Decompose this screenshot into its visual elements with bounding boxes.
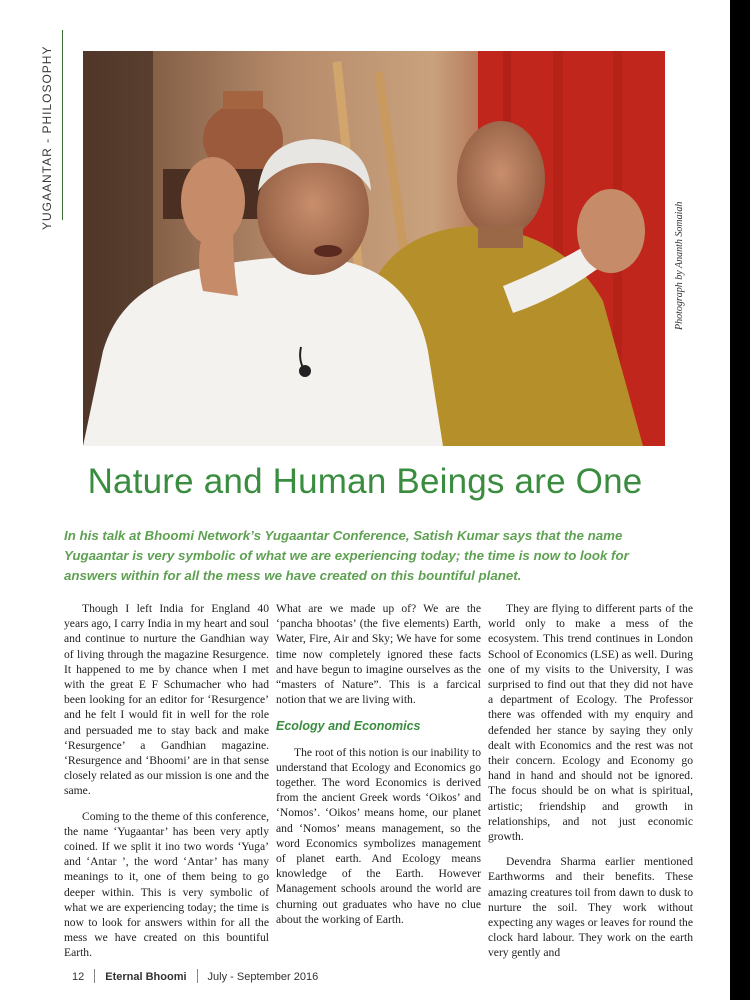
- paragraph: What are we made up of? We are the ‘pancha bhootas’ (the five elements) Earth, Water, Fire, Air and Sky; We have for some time now completely ignored these facts and have begun to imagine ourselves as the “masters of Nature”. This is a farcical notion that we are living with.: [276, 602, 481, 707]
- body-column-2: [276, 601, 481, 937]
- article-title: Nature and Human Beings are One: [87, 462, 643, 501]
- section-label: YUGAANTAR - PHILOSOPHY: [40, 45, 54, 230]
- page-number: 12: [72, 971, 85, 983]
- photo-credit: Photograph by Ananth Somaiah: [674, 201, 685, 330]
- paragraph: Though I left India for England 40 years ago, I carry India in my heart and soul and continue to nurture the Gandhian way of living through the magazine Resurgence. It happened to me by chance when I met with the great E F Schumacher who had been looking for an editor for ‘Resurgence’ and he felt I would fit in well for the role and persuaded me to stay back and make ‘Resurgence’ a Gandhian magazine. ‘Resurgence and ‘Bhoomi’ are in that sense closely related as our mission is one and the same.: [64, 602, 269, 798]
- footer-divider: [94, 969, 95, 983]
- page-edge: [730, 0, 750, 1000]
- body-column-3: [488, 601, 693, 971]
- paragraph: Coming to the theme of this conference, the name ‘Yugaantar’ has been very aptly coined. If we split it ino two words ‘Yuga’ and ‘Antar ’, the word ‘Antar’ has many meanings to it, one of them being to go deeper within. This is very symbolic of what we are experiencing today; the time is now to look for answers within for all the mess we have created on this bountiful Earth.: [64, 809, 269, 960]
- paragraph: Devendra Sharma earlier mentioned Earthworms and their benefits. These amazing creatures toil from dawn to dusk to nurture the soil. They work without expecting any wages or leaves for round the clock hard labour. They work on the earth very gently and: [488, 855, 693, 960]
- body-column-1: [64, 601, 269, 971]
- article-photo: [83, 51, 665, 446]
- publication-name: Eternal Bhoomi: [105, 971, 187, 983]
- section-divider-line: [62, 30, 63, 220]
- section-label-block: [40, 30, 70, 230]
- paragraph: They are flying to different parts of the world only to make a mess of the ecosystem. This trend continues in London School of Economics (LSE) as well. During one of my visits to the University, I was surprised to find out that they did not have a department of Ecology. The Professor there was offended with my enquiry and defended her stance by saying they only dealt with Economics and the rest was not their concern. Ecology and Economy go hand in hand and should not be ignored. The focus should be on what is spiritual, artistic; friendship and growth in relationships, and not just economic growth.: [488, 602, 693, 844]
- page-footer: [72, 969, 318, 983]
- subheading: Ecology and Economics: [276, 719, 421, 734]
- issue-date: July - September 2016: [207, 971, 319, 983]
- paragraph: The root of this notion is our inability to understand that Ecology and Economics go together. The word Economics is derived from the ancient Greek words ‘Oikos’ and ‘Nomos’. ‘Oikos’ means home, our planet and ‘Nomos’ means management, so the word Economics symbolizes management of planet earth. And Ecology means knowledge of the Earth. However Management schools around the world are churning out graduates who have no clue about the working of Earth.: [276, 745, 481, 926]
- footer-divider: [197, 969, 198, 983]
- article-deck: In his talk at Bhoomi Network’s Yugaantar Conference, Satish Kumar says that the name Yugaantar is very symbolic of what we are experiencing today; the time is now to look for answers within for all the mess we have created on this bountiful planet.: [64, 528, 629, 583]
